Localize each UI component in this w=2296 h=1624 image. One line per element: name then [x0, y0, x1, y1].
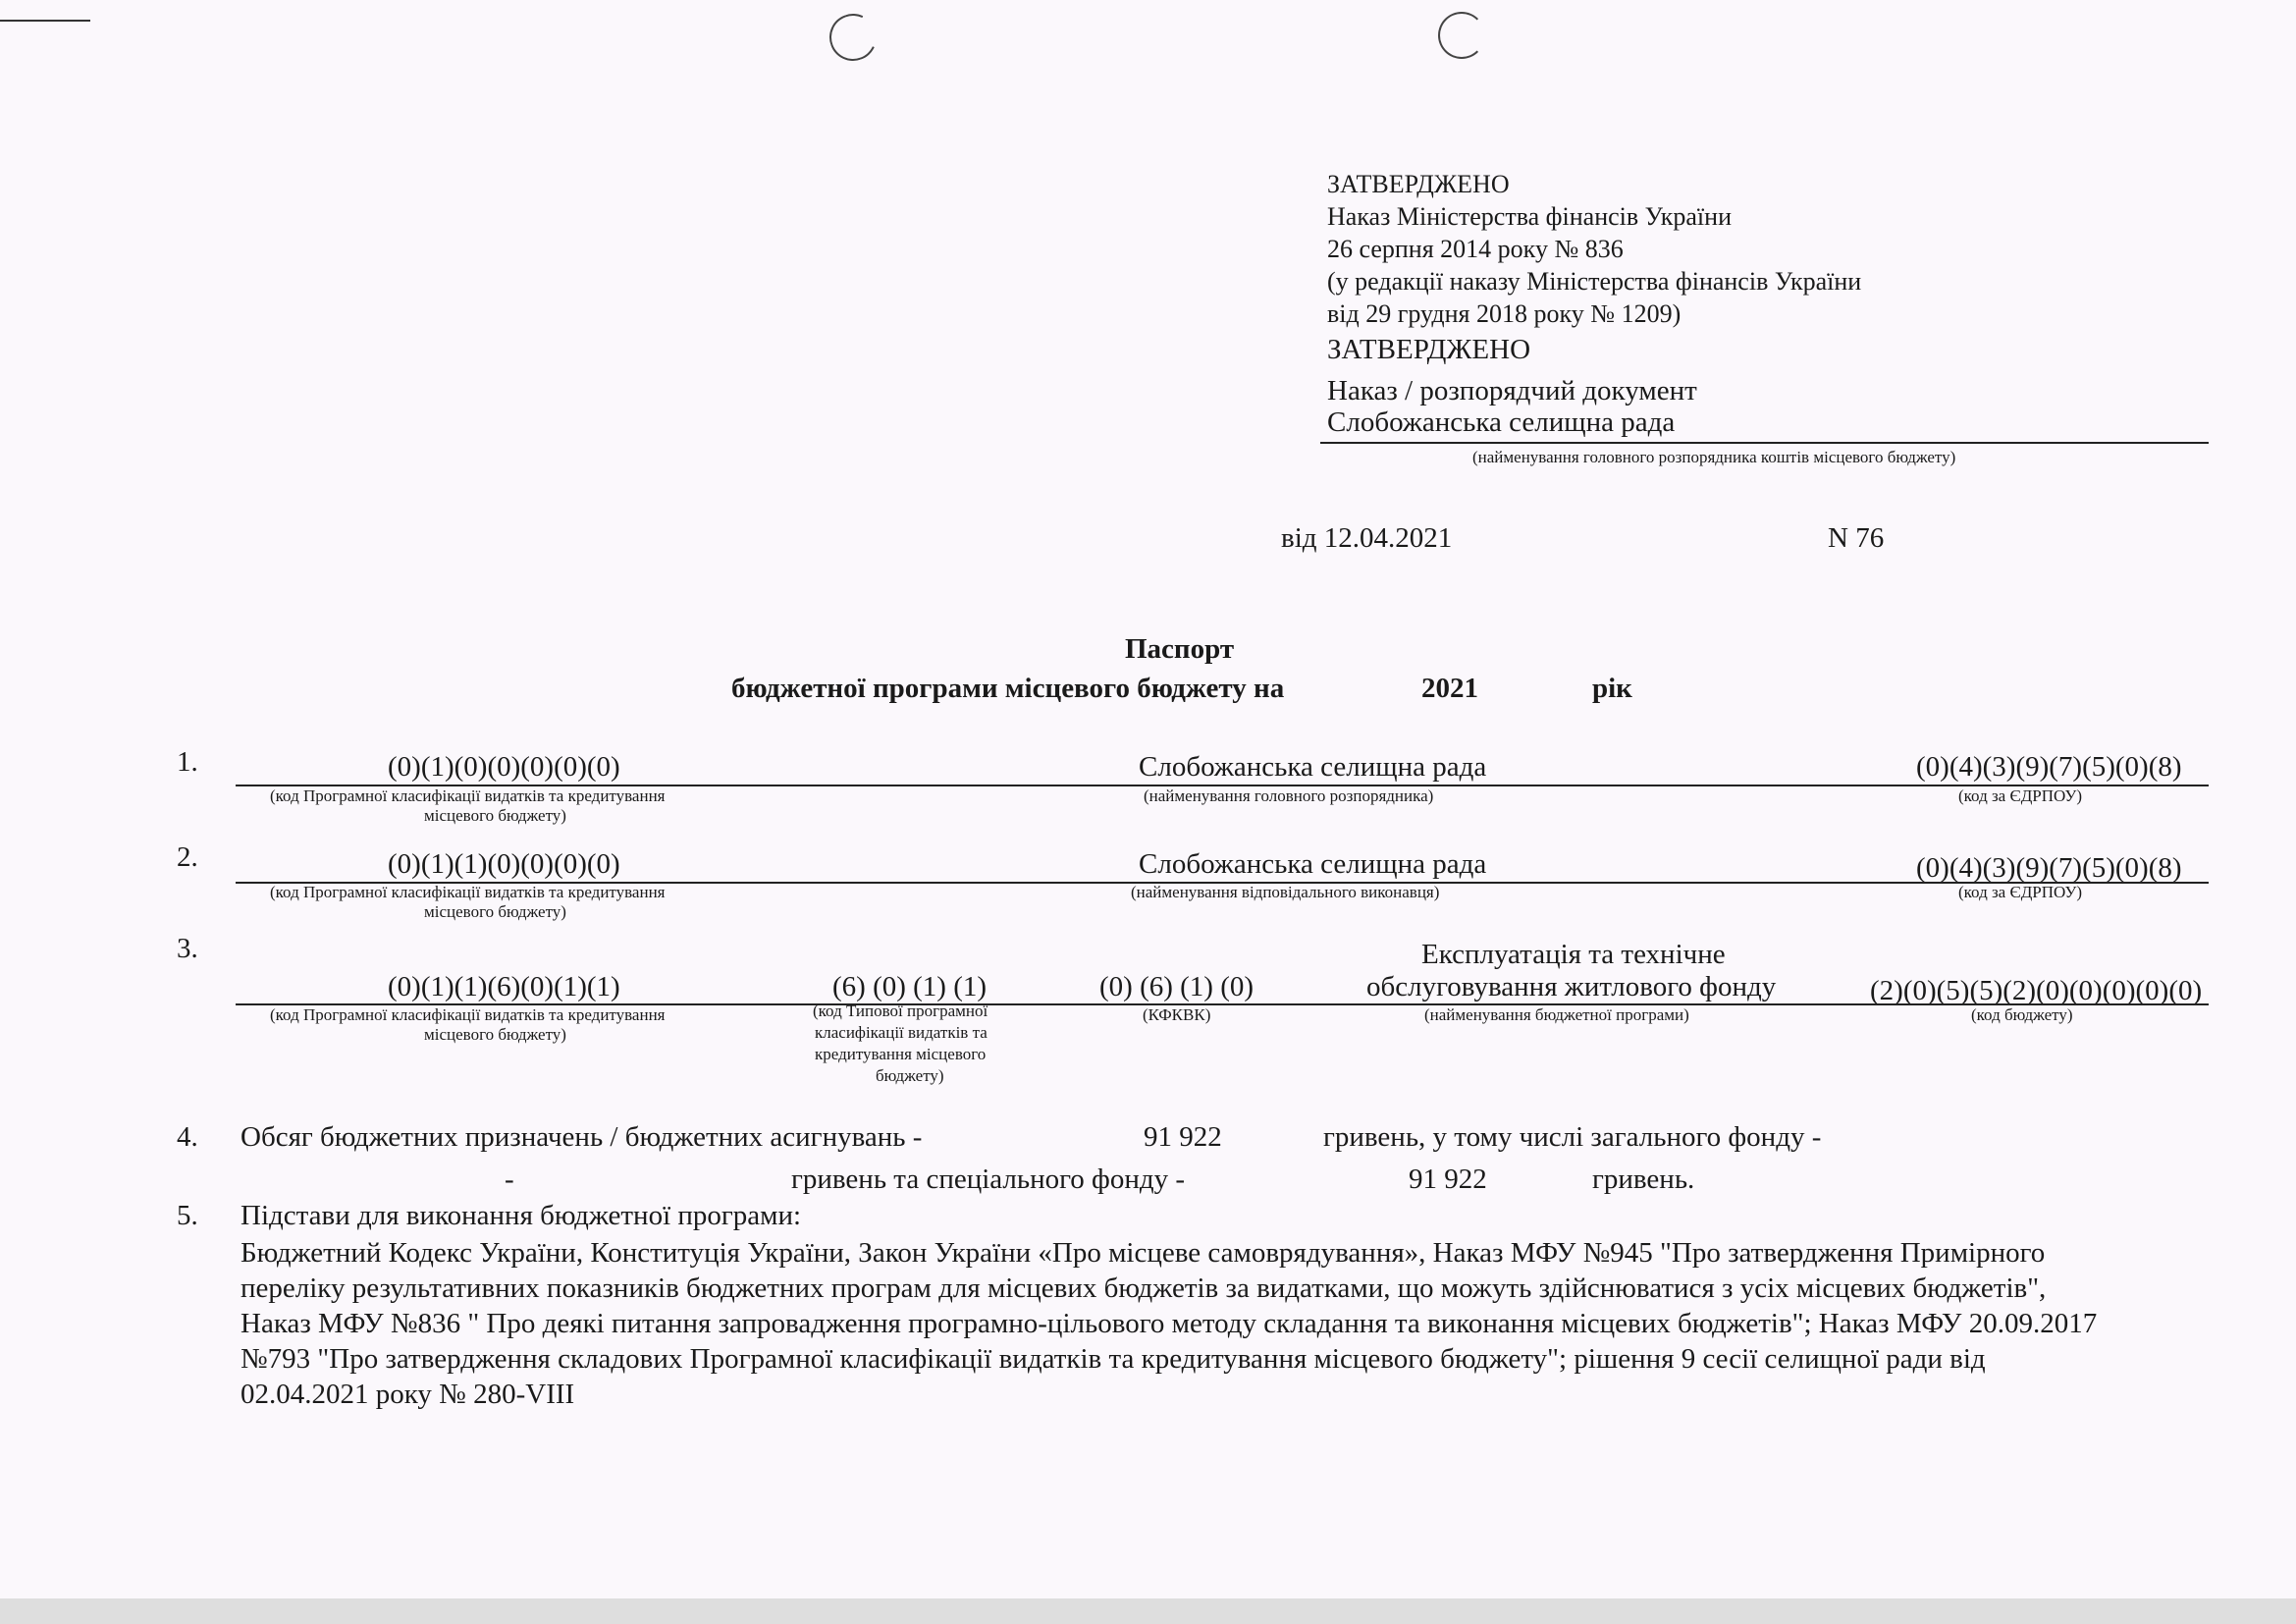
section-1-code-caption-1: (код Програмної класифікації видатків та кредитування	[270, 786, 666, 805]
section-3-code-caption-1: (код Програмної класифікації видатків та кредитування	[270, 1005, 666, 1024]
section-1-code-caption-2: місцевого бюджету)	[424, 806, 566, 825]
section-3-number: 3.	[177, 933, 198, 964]
section-4-amount-special: 91 922	[1409, 1164, 1487, 1195]
doc-line-1: Наказ / розпорядчий документ	[1327, 375, 1697, 406]
section-3-typical-caption-1: (код Типової програмної	[813, 1001, 988, 1020]
section-4-text-3: гривень та спеціального фонду -	[791, 1164, 1186, 1195]
section-3-kfkvk: (0) (6) (1) (0)	[1099, 971, 1255, 1002]
section-3-code-caption-2: місцевого бюджету)	[424, 1025, 566, 1044]
section-5-line-3: Наказ МФУ №836 " Про деякі питання запровадження програмно-цільового методу складання та виконання місцевих бюджетів"; Наказ МФУ 20.09.2017	[240, 1308, 2098, 1339]
section-1-edrpou: (0)(4)(3)(9)(7)(5)(0)(8)	[1916, 751, 2182, 783]
section-4-general-fund: -	[505, 1164, 514, 1195]
section-1-edrpou-caption: (код за ЄДРПОУ)	[1958, 786, 2083, 805]
section-5-line-5: 02.04.2021 року № 280-VIII	[240, 1379, 575, 1410]
doc-caption: (найменування головного розпорядника коштів місцевого бюджету)	[1472, 448, 1956, 466]
section-2-name-caption: (найменування відповідального виконавця)	[1131, 883, 1440, 901]
section-4-text-2: гривень, у тому числі загального фонду -	[1323, 1121, 1822, 1153]
punch-hole-left	[823, 7, 883, 68]
order-line-2: 26 серпня 2014 року № 836	[1327, 235, 1624, 263]
scan-mark	[0, 20, 90, 22]
approval-stamp-2: ЗАТВЕРДЖЕНО	[1327, 334, 1531, 365]
order-line-4: від 29 грудня 2018 року № 1209)	[1327, 299, 1682, 328]
section-2-number: 2.	[177, 841, 198, 873]
order-line-1: Наказ Міністерства фінансів України	[1327, 202, 1732, 231]
section-3-typical-caption-4: бюджету)	[876, 1066, 944, 1085]
section-4-text-4: гривень.	[1592, 1164, 1695, 1195]
section-3-typical-code: (6) (0) (1) (1)	[832, 971, 988, 1002]
title-line-2: бюджетної програми місцевого бюджету на	[731, 673, 1285, 704]
section-1-number: 1.	[177, 746, 198, 778]
section-5-heading: Підстави для виконання бюджетної програми:	[240, 1200, 802, 1231]
approval-stamp-1: ЗАТВЕРДЖЕНО	[1327, 170, 1510, 198]
section-3-budget-caption: (код бюджету)	[1971, 1005, 2073, 1024]
section-1-name-caption: (найменування головного розпорядника)	[1144, 786, 1434, 805]
section-3-kfkvk-caption: (КФКВК)	[1143, 1005, 1211, 1024]
section-5-line-1: Бюджетний Кодекс України, Конституція України, Закон України «Про місцеве самоврядування», Наказ МФУ №945 "Про затвердження Примірного	[240, 1237, 2046, 1269]
section-4-number: 4.	[177, 1121, 198, 1153]
section-3-typical-caption-2: класифікації видатків та	[815, 1023, 988, 1042]
section-2-code-caption-2: місцевого бюджету)	[424, 902, 566, 921]
section-3-program-caption: (найменування бюджетної програми)	[1424, 1005, 1689, 1024]
section-3-code: (0)(1)(1)(6)(0)(1)(1)	[388, 971, 620, 1002]
title-year: 2021	[1421, 673, 1478, 704]
title-suffix: рік	[1592, 673, 1632, 704]
section-2-edrpou: (0)(4)(3)(9)(7)(5)(0)(8)	[1916, 852, 2182, 884]
order-date: від 12.04.2021	[1281, 522, 1453, 554]
section-1-code: (0)(1)(0)(0)(0)(0)(0)	[388, 751, 620, 783]
section-3-budget-code: (2)(0)(5)(5)(2)(0)(0)(0)(0)(0)	[1870, 975, 2203, 1006]
section-2-code: (0)(1)(1)(0)(0)(0)(0)	[388, 848, 620, 880]
section-2-name: Слобожанська селищна рада	[1139, 848, 1487, 880]
section-5-number: 5.	[177, 1200, 198, 1231]
punch-hole-right	[1438, 12, 1485, 59]
section-4-text-1: Обсяг бюджетних призначень / бюджетних асигнувань -	[240, 1121, 923, 1153]
title-line-1: Паспорт	[1125, 633, 1235, 665]
section-3-program-line-2: обслуговування житлового фонду	[1366, 971, 1777, 1002]
scan-bottom-edge	[0, 1598, 2296, 1624]
section-2-edrpou-caption: (код за ЄДРПОУ)	[1958, 883, 2083, 901]
section-3-program-line-1: Експлуатація та технічне	[1421, 939, 1726, 970]
section-5-line-2: переліку результативних показників бюджетних програм для місцевих бюджетів за видатками, що можуть здійснюватися з усіх місцевих бюджетів",	[240, 1272, 2047, 1304]
section-3-typical-caption-3: кредитування місцевого	[815, 1045, 987, 1063]
doc-line-2: Слобожанська селищна рада	[1327, 406, 1676, 438]
section-4-amount-total: 91 922	[1144, 1121, 1222, 1153]
section-5-line-4: №793 "Про затвердження складових Програмної класифікації видатків та кредитування місцевого бюджету"; рішення 9 сесії селищної ради від	[240, 1343, 1986, 1375]
order-line-3: (у редакції наказу Міністерства фінансів України	[1327, 267, 1862, 296]
doc-underline	[1320, 442, 2209, 444]
order-number: N 76	[1828, 522, 1885, 554]
section-2-code-caption-1: (код Програмної класифікації видатків та кредитування	[270, 883, 666, 901]
section-1-name: Слобожанська селищна рада	[1139, 751, 1487, 783]
